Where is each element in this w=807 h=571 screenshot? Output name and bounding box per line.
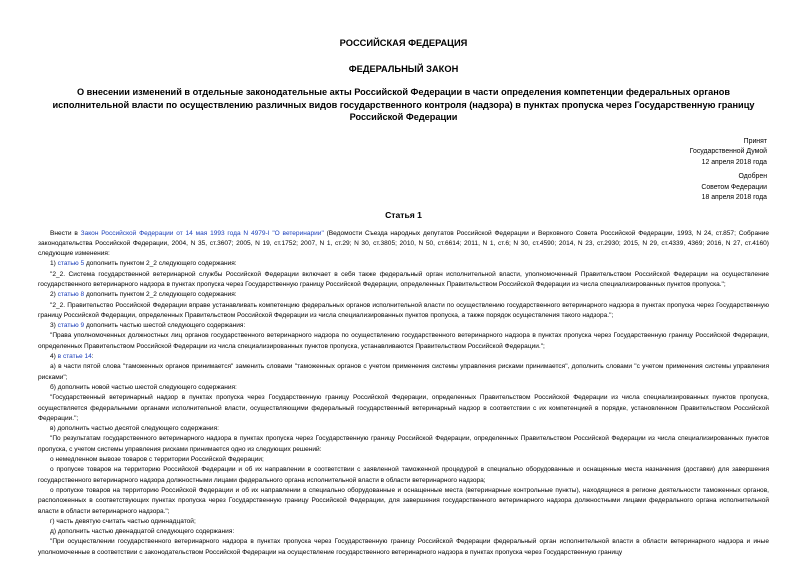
item-3-suffix: дополнить частью шестой следующего содержания: (84, 322, 246, 330)
item-2-prefix: 2) (50, 291, 58, 299)
article-9-link[interactable]: статью 9 (57, 322, 85, 330)
item-4-suffix: : (91, 353, 94, 361)
law-link[interactable]: Закон Российской Федерации от 14 мая 1993 года N 4979-I "О ветеринарии" (80, 229, 324, 237)
item-4-d: д) дополнить частью двенадцатой следующего содержания: (50, 528, 235, 536)
item-4-d-text: "При осуществлении государственного ветеринарного надзора в пунктах пропуска через Государственную границу Российской Федерации федеральный орган исполнительной власти в области ветеринарного надзора и иные уполномоченные в соответствии с законодательством Российской Федерации на осуществление государственного ветеринарного надзора в пунктах пропуска через Государственную границу (38, 538, 769, 556)
item-3-text: "Права уполномоченных должностных лиц органов государственного ветеринарного надзора по осуществлению государственного ветеринарного надзора в пунктах пропуска через Государственную границу Российской Федерации, определенных Правительством Российской Федерации из числа специализированных пунктов пропуска, устанавливаются Правительством Российской Федерации."; (38, 332, 769, 350)
item-4-v-option-3: о пропуске товаров на территорию Российской Федерации и об их направлении в специально оборудованные и оснащенные места (ветеринарные контрольные пункты), находящиеся в регионе деятельности таможенных органов, расположенных в соответствующих пунктах пропуска через Государственную границу Российской Федерации, для завершения государственного ветеринарного надзора должностными лицами федерального органа исполнительной власти в области ветеринарного надзора."; (38, 486, 769, 515)
item-4-a: а) в части пятой слова "таможенных органов принимается" заменить словами "таможенных органов с учетом применения системы управления рисками принимается", дополнить словами "с учетом применения системы управления рисками"; (38, 363, 769, 381)
law-type-heading: ФЕДЕРАЛЬНЫЙ ЗАКОН (348, 64, 459, 74)
article-8-link[interactable]: статью 8 (57, 291, 85, 299)
article-5-link[interactable]: статью 5 (57, 260, 85, 268)
item-4-v: в) дополнить частью десятой следующего содержания: (50, 425, 219, 433)
adopted-label: Принят (743, 137, 767, 145)
item-1-prefix: 1) (50, 260, 58, 268)
country-heading: РОССИЙСКАЯ ФЕДЕРАЦИЯ (339, 38, 468, 48)
item-2-suffix: дополнить пунктом 2_2 следующего содержания: (84, 291, 237, 299)
approved-date: 18 апреля 2018 года (701, 194, 767, 201)
item-4-v-option-1: о немедленном вывозе товаров с территории Российской Федерации; (50, 456, 264, 464)
item-3-prefix: 3) (50, 322, 58, 330)
approved-by: Советом Федерации (701, 183, 767, 191)
item-4-b: б) дополнить новой частью шестой следующего содержания: (50, 383, 237, 391)
approved-label: Одобрен (738, 173, 767, 180)
article-heading: Статья 1 (385, 209, 422, 220)
adopted-date: 12 апреля 2018 года (701, 158, 767, 166)
law-title: О внесении изменений в отдельные законодательные акты Российской Федерации в части определения компетенции федеральных органов исполнительной власти по осуществлению различных видов государственного контроля (надзора) в пунктах пропуска через Государственную границу Российской Федерации (52, 87, 755, 122)
item-1-text: "2_2. Система государственной ветеринарной службы Российской Федерации включает в себя также федеральный орган исполнительной власти, уполномоченный Правительством Российской Федерации на осуществление государственного ветеринарного надзора в пунктах пропуска через Государственную границу Российской Федерации, определенных Правительством Российской Федерации из числа специализированных пунктов пропуска."; (38, 270, 769, 288)
item-1 (38, 259, 769, 269)
intro-suffix: (Ведомости Съезда народных депутатов Российской Федерации и Верховного Совета Российской Федерации, 1993, N 24, ст.857; Собрание законодательства Российской Федерации, 2004, N 35, ст.3607; 2005, N 19, ст.1752; 2007, N 1, ст.29; N 30, ст.3805; 2010, N 50, ст.6614; 2011, N 1, ст.6; N 30, ст.4590; 2014, N 23, ст.2930; 2015, N 29, ст.4339, 4369; 2016, N 27, ст.4160) следующие изменения: (38, 229, 770, 258)
item-1-suffix: дополнить пунктом 2_2 следующего содержания: (84, 260, 237, 268)
item-2-text: "2_2. Правительство Российской Федерации вправе устанавливать компетенцию федеральных органов исполнительной власти по осуществлению государственного ветеринарного надзора в пунктах пропуска через Государственную границу Российской Федерации, определенных Правительством Российской Федерации из числа специализированных пунктов пропуска, а также порядок осуществления такого надзора."; (38, 301, 769, 319)
item-4-g: г) часть девятую считать частью одиннадцатой; (50, 517, 196, 525)
item-3 (38, 321, 769, 331)
item-4-prefix: 4) (50, 353, 58, 361)
item-2 (38, 290, 769, 300)
acceptance-block (38, 137, 769, 204)
adopted-by: Государственной Думой (689, 148, 767, 155)
article-14-link[interactable]: в статье 14 (57, 353, 92, 361)
article-body (38, 229, 769, 559)
intro-paragraph (38, 229, 769, 260)
item-4-v-option-2: о пропуске товаров на территорию Российской Федерации и об их направлении в соответствии с заявленной таможенной процедурой в специально оборудованные и оснащенные места назначения (доставки) для завершения государственного ветеринарного надзора должностными лицами федерального органа исполнительной власти в области ветеринарного надзора; (38, 466, 769, 484)
item-4 (38, 352, 769, 362)
item-4-v-text: "По результатам государственного ветеринарного надзора в пунктах пропуска через Государственную границу Российской Федерации, определенных Правительством Российской Федерации из числа специализированных пунктов пропуска, с учетом системы управления рисками принимается одно из следующих решений: (38, 435, 769, 453)
item-4-b-text: "Государственный ветеринарный надзор в пунктах пропуска через Государственную границу Российской Федерации, определенных Правительством Российской Федерации из числа специализированных пунктов пропуска, осуществляется федеральными органами исполнительной власти, осуществляющими федеральный государственный ветеринарный надзор в соответствии с их компетенцией в порядке, установленном Правительством Российской Федерации."; (38, 394, 769, 422)
intro-prefix: Внести в (50, 229, 81, 237)
